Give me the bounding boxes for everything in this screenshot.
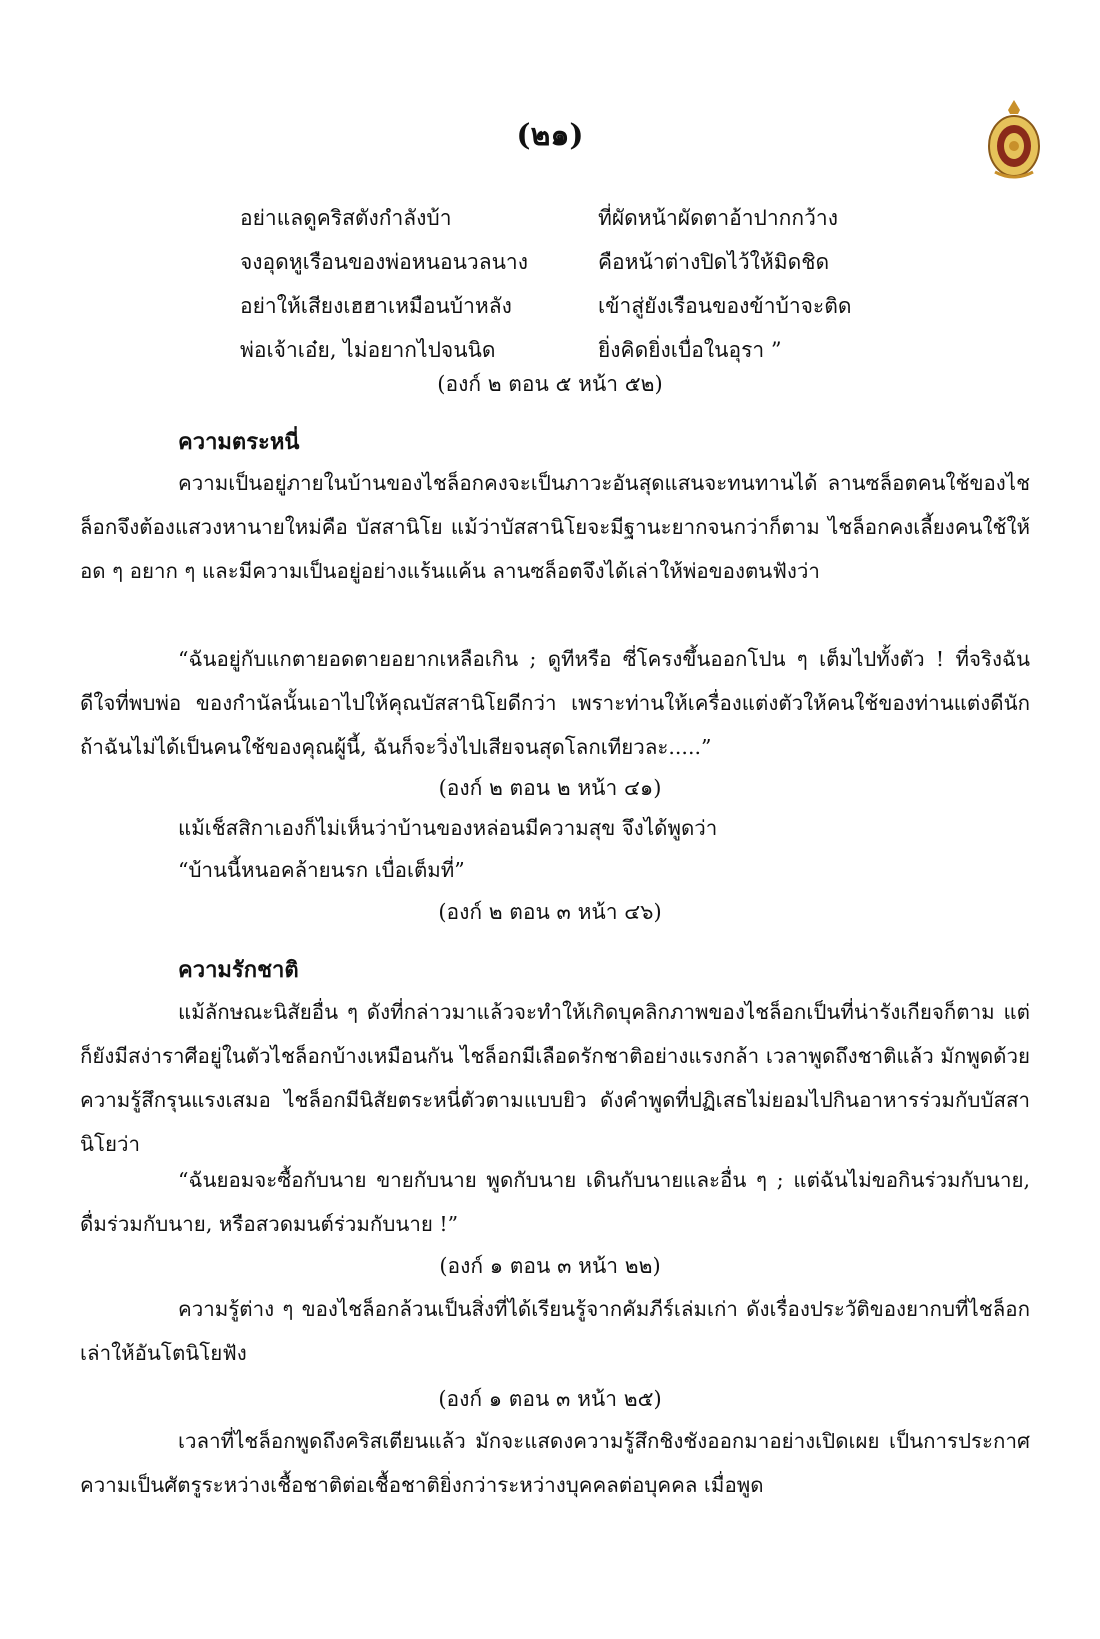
- poem-line-right: ยิ่งคิดยิ่งเบื่อในอุรา ”: [598, 338, 782, 362]
- poem-line: [240, 328, 851, 372]
- paragraph: เวลาที่ไชล็อกพูดถึงคริสเตียนแล้ว มักจะแสดงความรู้สึกชิงชังออกมาอย่างเปิดเผย เป็นการประกาศความเป็นศัตรูระหว่างเชื้อชาติต่อเชื้อชาติยิ่งกว่าระหว่างบุคคลต่อบุคคล เมื่อพูด: [80, 1429, 1030, 1497]
- page-number: (๒๑): [516, 118, 584, 153]
- paragraph: แม้ลักษณะนิสัยอื่น ๆ ดังที่กล่าวมาแล้วจะทำให้เกิดบุคลิกภาพของไชล็อกเป็นที่น่ารังเกียจก็ตาม แต่ก็ยังมีสง่าราศีอยู่ในตัวไชล็อกบ้างเหมือนกัน ไชล็อกมีเลือดรักชาติอย่างแรงกล้า เวลาพูดถึงชาติแล้ว มักพูดด้วยความรู้สึกรุนแรงเสมอ ไชล็อกมีนิสัยตระหนี่ตัวตามแบบยิว ดังคำพูดที่ปฏิเสธไม่ยอมไปกินอาหารร่วมกับบัสสานิโยว่า: [80, 1000, 1030, 1156]
- quote-reference: (องก์ ๒ ตอน ๒ หน้า ๔๑): [438, 776, 662, 800]
- quote-line: “บ้านนี้หนอคล้ายนรก เบื่อเต็มที่”: [178, 858, 465, 882]
- quote-paragraph: “ฉันยอมจะซื้อกับนาย ขายกับนาย พูดกับนาย เดินกับนายและอื่น ๆ ; แต่ฉันไม่ขอกินร่วมกับนาย, ดื่มร่วมกับนาย, หรือสวดมนต์ร่วมกับนาย !”: [80, 1168, 1030, 1236]
- poem-line: [240, 240, 851, 284]
- quote-reference: (องก์ ๒ ตอน ๓ หน้า ๔๖): [438, 900, 662, 924]
- poem-line-right: ที่ผัดหน้าผัดตาอ้าปากกว้าง: [598, 206, 838, 230]
- paragraph: ความเป็นอยู่ภายในบ้านของไชล็อกคงจะเป็นภาวะอันสุดแสนจะทนทานได้ ลานซล็อตคนใช้ของไชล็อกจึงต้องแสวงหานายใหม่คือ บัสสานิโย แม้ว่าบัสสานิโยจะมีฐานะยากจนกว่าก็ตาม ไชล็อกคงเลี้ยงคนใช้ให้อด ๆ อยาก ๆ และมีความเป็นอยู่อย่างแร้นแค้น ลานซล็อตจึงได้เล่าให้พ่อของตนฟังว่า: [80, 471, 1030, 583]
- poem-block: [240, 196, 851, 372]
- paragraph: ความรู้ต่าง ๆ ของไชล็อกล้วนเป็นสิ่งที่ได้เรียนรู้จากคัมภีร์เล่มเก่า ดังเรื่องประวัติของยากบที่ไชล็อกเล่าให้อันโตนิโยฟัง: [80, 1297, 1030, 1365]
- school-emblem-icon: [985, 98, 1043, 180]
- poem-line: [240, 284, 851, 328]
- poem-line-right: เข้าสู่ยังเรือนของข้าบ้าจะติด: [598, 294, 852, 318]
- quote-reference: (องก์ ๑ ตอน ๓ หน้า ๒๕): [438, 1387, 662, 1411]
- text-line: แม้เช็สสิกาเองก็ไม่เห็นว่าบ้านของหล่อนมีความสุข จึงได้พูดว่า: [178, 816, 718, 840]
- section-heading-stinginess: ความตระหนี่: [178, 429, 300, 455]
- poem-reference: (องก์ ๒ ตอน ๕ หน้า ๕๒): [437, 372, 663, 396]
- quote-paragraph: “ฉันอยู่กับแกตายอดตายอยากเหลือเกิน ; ดูทีหรือ ซี่โครงขึ้นออกโปน ๆ เต็มไปทั้งตัว ! ที่จริงฉันดีใจที่พบพ่อ ของกำนัลนั้นเอาไปให้คุณบัสสานิโยดีกว่า เพราะท่านให้เครื่องแต่งตัวให้คนใช้ของท่านแต่งดีนัก ถ้าฉันไม่ได้เป็นคนใช้ของคุณผู้นี้, ฉันก็จะวิ่งไปเสียจนสุดโลกเทียวละ.....”: [80, 647, 1030, 759]
- poem-line-left: พ่อเจ้าเอ๋ย, ไม่อยากไปจนนิด: [240, 338, 496, 362]
- quote-reference: (องก์ ๑ ตอน ๓ หน้า ๒๒): [439, 1254, 661, 1278]
- poem-line-left: อย่าแลดูคริสตังกำลังบ้า: [240, 206, 452, 230]
- poem-line-left: จงอุดหูเรือนของพ่อหนอนวลนาง: [240, 250, 528, 274]
- poem-line-left: อย่าให้เสียงเฮฮาเหมือนบ้าหลัง: [240, 294, 512, 318]
- poem-line: [240, 196, 851, 240]
- section-heading-patriotism: ความรักชาติ: [178, 957, 299, 983]
- poem-line-right: คือหน้าต่างปิดไว้ให้มิดชิด: [598, 250, 830, 274]
